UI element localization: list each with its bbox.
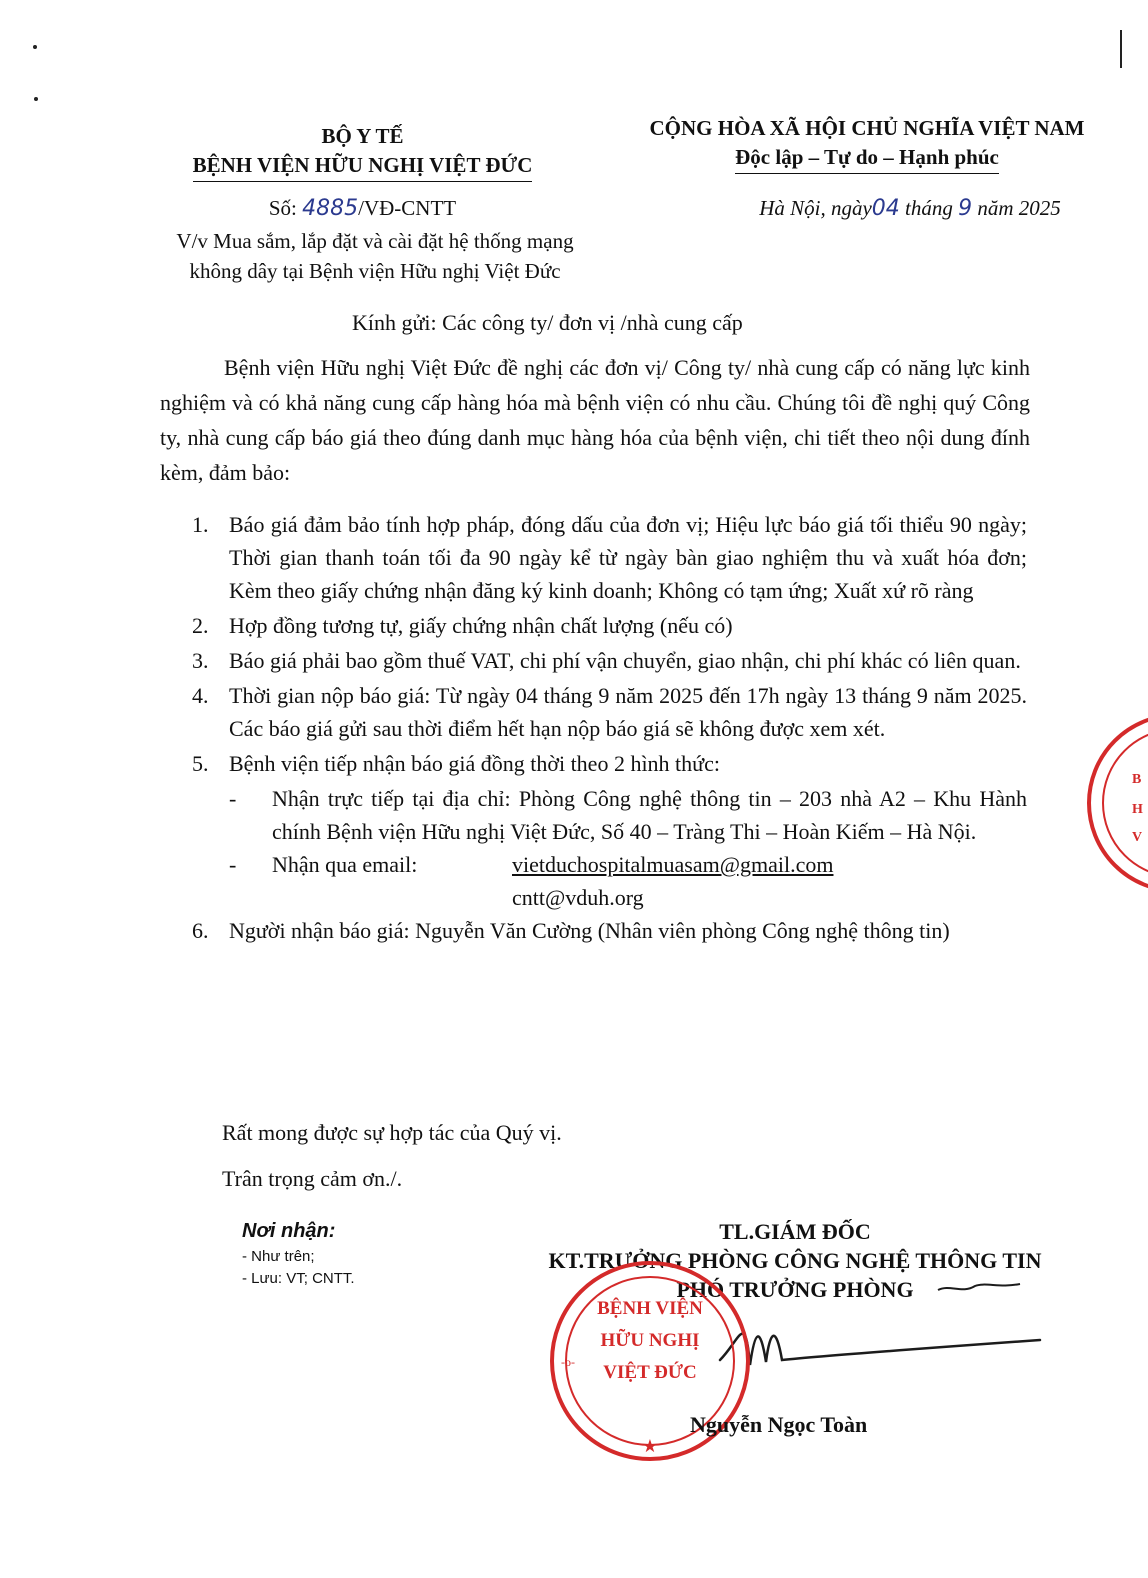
date-day-handwritten: 04 xyxy=(871,196,900,221)
svg-text:V: V xyxy=(1132,830,1143,845)
scan-mark xyxy=(1120,30,1122,68)
list-item-text: Thời gian nộp báo giá: Từ ngày 04 tháng 9 năm 2025 đến 17h ngày 13 tháng 9 năm 2025. Các báo giá gửi sau thời điểm hết hạn nộp báo giá sẽ không được xem xét. xyxy=(229,683,1027,741)
doc-number-handwritten: 4885 xyxy=(302,196,359,221)
seal-star-icon: ★ xyxy=(641,1436,659,1456)
list-item-number: 2. xyxy=(192,613,209,638)
list-item-text: Bệnh viện tiếp nhận báo giá đồng thời theo 2 hình thức: xyxy=(229,751,720,776)
list-item xyxy=(192,679,1027,745)
intro-paragraph xyxy=(160,350,1030,490)
list-item-text: Hợp đồng tương tự, giấy chứng nhận chất lượng (nếu có) xyxy=(229,613,733,638)
svg-text:B: B xyxy=(1132,772,1142,787)
closing-thanks: Trân trọng cảm ơn./. xyxy=(222,1166,403,1191)
subject-line: V/v Mua sắm, lắp đặt và cài đặt hệ thống mạng xyxy=(176,229,574,253)
date-month-label: tháng xyxy=(905,196,953,220)
list-item xyxy=(192,747,1027,780)
partial-seal xyxy=(1082,713,1148,893)
list-item-text: Báo giá phải bao gồm thuế VAT, chi phí vận chuyển, giao nhận, chi phí khác có liên quan. xyxy=(229,648,1021,673)
list-item xyxy=(192,644,1027,677)
list-item-number: 3. xyxy=(192,648,209,673)
closing-cooperation: Rất mong được sự hợp tác của Quý vị. xyxy=(222,1120,562,1145)
sub-item-dash: - xyxy=(229,786,237,811)
document-number xyxy=(150,196,575,221)
list-item-number: 5. xyxy=(192,751,209,776)
scan-mark xyxy=(33,45,37,49)
signer-name: Nguyễn Ngọc Toàn xyxy=(690,1412,868,1437)
signature-title: TL.GIÁM ĐỐC xyxy=(719,1219,871,1244)
document-date xyxy=(700,196,1120,221)
list-item xyxy=(192,914,1027,947)
seal-mark: -o- xyxy=(561,1355,575,1369)
recipients-item: - Lưu: VT; CNTT. xyxy=(242,1270,355,1287)
doc-number-suffix: /VĐ-CNTT xyxy=(358,196,457,220)
subject-line: không dây tại Bệnh viện Hữu nghị Việt Đức xyxy=(189,259,561,283)
email-link[interactable]: vietduchospitalmuasam@gmail.com xyxy=(512,852,834,877)
requirements-list xyxy=(192,508,1027,949)
list-item-text: Báo giá đảm bảo tính hợp pháp, đóng dấu của đơn vị; Hiệu lực báo giá tối thiểu 90 ngày; Thời gian thanh toán tối đa 90 ngày kể từ ngày bàn giao nghiệm thu và xuất hóa đơn; Kèm theo giấy chứng nhận đăng ký kinh doanh; Không có tạm ứng; Xuất xứ rõ ràng xyxy=(229,512,1027,603)
list-item-text: Người nhận báo giá: Nguyễn Văn Cường (Nhân viên phòng Công nghệ thông tin) xyxy=(229,918,950,943)
sub-list-item xyxy=(192,782,1027,848)
doc-number-prefix: Số: xyxy=(268,196,297,220)
hospital-name: BỆNH VIỆN HỮU NGHỊ VIỆT ĐỨC xyxy=(193,151,533,182)
nation-title: CỘNG HÒA XÃ HỘI CHỦ NGHĨA VIỆT NAM xyxy=(649,116,1085,140)
date-month-handwritten: 9 xyxy=(958,196,973,221)
recipients-item: - Như trên; xyxy=(242,1248,315,1265)
sub-list-item-email xyxy=(192,848,1027,914)
recipient-line: Kính gửi: Các công ty/ đơn vị /nhà cung cấp xyxy=(352,310,743,335)
ministry-name: BỘ Y TẾ xyxy=(321,124,404,148)
recipients-list xyxy=(242,1246,355,1290)
list-item-number: 6. xyxy=(192,918,209,943)
recipients-title: Nơi nhận: xyxy=(242,1220,336,1242)
list-item xyxy=(192,609,1027,642)
list-item-number: 4. xyxy=(192,683,209,708)
sub-item-dash: - xyxy=(229,852,237,877)
list-item-number: 1. xyxy=(192,512,209,537)
seal-line: HỮU NGHỊ xyxy=(600,1330,700,1351)
issuer-header xyxy=(150,122,575,182)
seal-line: VIỆT ĐỨC xyxy=(603,1362,697,1383)
date-year: năm 2025 xyxy=(977,196,1061,220)
email-label: Nhận qua email: xyxy=(272,852,418,877)
seal-line: BỆNH VIỆN xyxy=(597,1298,703,1319)
signature-title: KT.TRƯỞNG PHÒNG CÔNG NGHỆ THÔNG TIN xyxy=(548,1248,1042,1273)
date-place: Hà Nội, ngày xyxy=(759,196,872,220)
scan-mark xyxy=(34,97,38,101)
sub-item-text: Nhận trực tiếp tại địa chỉ: Phòng Công nghệ thông tin – 203 nhà A2 – Khu Hành chính Bệnh viện Hữu nghị Việt Đức, Số 40 – Tràng Thi – Hoàn Kiếm – Hà Nội. xyxy=(272,786,1027,844)
list-item xyxy=(192,508,1027,607)
intro-text: Bệnh viện Hữu nghị Việt Đức đề nghị các đơn vị/ Công ty/ nhà cung cấp có năng lực kinh nghiệm và có khả năng cung cấp hàng hóa mà bệnh viện có nhu cầu. Chúng tôi đề nghị quý Công ty, nhà cung cấp báo giá theo đúng danh mục hàng hóa của bệnh viện, chi tiết theo nội dung đính kèm, đảm bảo: xyxy=(160,355,1030,485)
document-subject xyxy=(140,226,610,286)
email-address[interactable]: cntt@vduh.org xyxy=(512,885,644,910)
svg-text:H: H xyxy=(1132,802,1143,817)
national-header xyxy=(612,114,1122,174)
national-motto: Độc lập – Tự do – Hạnh phúc xyxy=(735,143,999,174)
signature-title: PHÓ TRƯỞNG PHÒNG xyxy=(676,1277,914,1302)
